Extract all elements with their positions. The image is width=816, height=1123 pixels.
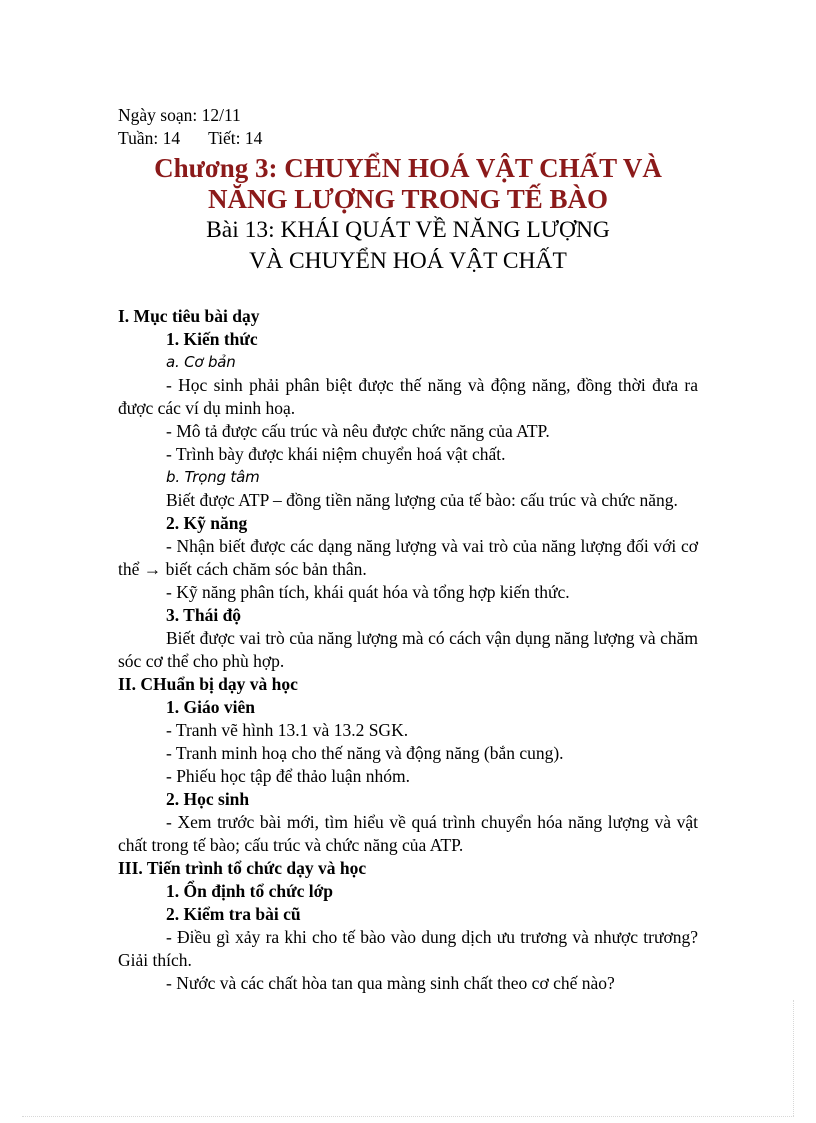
basic-item-1: - Học sinh phải phân biệt được thế năng và động năng, đồng thời đưa ra được các ví dụ minh hoạ. xyxy=(118,375,698,418)
lesson-title-line-1: Bài 13: KHÁI QUÁT VỀ NĂNG LƯỢNG xyxy=(206,217,610,243)
basic-item-3: - Trình bày được khái niệm chuyển hoá vật chất. xyxy=(166,444,506,464)
skills-item-2: - Kỹ năng phân tích, khái quát hóa và tổng hợp kiến thức. xyxy=(166,582,570,602)
teacher-title: 1. Giáo viên xyxy=(166,697,255,717)
knowledge-title: 1. Kiến thức xyxy=(166,329,258,349)
chapter-title-line-1: Chương 3: CHUYỂN HOÁ VẬT CHẤT VÀ xyxy=(154,153,662,183)
period: Tiết: 14 xyxy=(208,128,263,148)
skills-title: 2. Kỹ năng xyxy=(166,513,248,533)
page-border-right xyxy=(793,1000,794,1116)
student-text: - Xem trước bài mới, tìm hiểu về quá trình chuyển hóa năng lượng và vật chất trong tế bào; cấu trúc và chức năng của ATP. xyxy=(118,812,698,855)
lesson-title-line-2: VÀ CHUYỂN HOÁ VẬT CHẤT xyxy=(249,248,567,274)
review-item-2: - Nước và các chất hòa tan qua màng sinh chất theo cơ chế nào? xyxy=(166,973,615,993)
skills-item-1: - Nhận biết được các dạng năng lượng và vai trò của năng lượng đối với cơ thể → biết cách chăm sóc bản thân. xyxy=(118,536,698,579)
lesson-title xyxy=(118,215,698,277)
basic-label: a. Cơ bản xyxy=(166,353,236,371)
focus-label: b. Trọng tâm xyxy=(166,468,260,486)
week: Tuần: 14 xyxy=(118,128,181,148)
chapter-title xyxy=(118,153,698,215)
teacher-item-2: - Tranh minh hoạ cho thế năng và động năng (bắn cung). xyxy=(166,743,564,763)
student-title: 2. Học sinh xyxy=(166,789,250,809)
review-title: 2. Kiểm tra bài cũ xyxy=(166,904,301,924)
review-item-1: - Điều gì xảy ra khi cho tế bào vào dung dịch ưu trương và nhược trương? Giải thích. xyxy=(118,927,698,970)
teacher-item-1: - Tranh vẽ hình 13.1 và 13.2 SGK. xyxy=(166,720,409,740)
section-3-title: III. Tiến trình tổ chức dạy và học xyxy=(118,858,367,878)
section-2-title: II. CHuẩn bị dạy và học xyxy=(118,674,298,694)
chapter-title-line-2: NĂNG LƯỢNG TRONG TẾ BÀO xyxy=(207,184,609,214)
organize-title: 1. Ổn định tổ chức lớp xyxy=(166,881,334,901)
focus-text: Biết được ATP – đồng tiền năng lượng của tế bào: cấu trúc và chức năng. xyxy=(166,490,678,510)
attitude-title: 3. Thái độ xyxy=(166,605,242,625)
document-page xyxy=(118,104,698,995)
page-border-bottom xyxy=(22,1116,794,1117)
week-period-line xyxy=(118,127,698,150)
basic-item-2: - Mô tả được cấu trúc và nêu được chức năng của ATP. xyxy=(166,421,550,441)
attitude-text: Biết được vai trò của năng lượng mà có cách vận dụng năng lượng và chăm sóc cơ thể cho phù hợp. xyxy=(118,628,698,671)
section-1-title: I. Mục tiêu bài dạy xyxy=(118,306,260,326)
teacher-item-3: - Phiếu học tập để thảo luận nhóm. xyxy=(166,766,410,786)
date-prep: Ngày soạn: 12/11 xyxy=(118,105,241,125)
